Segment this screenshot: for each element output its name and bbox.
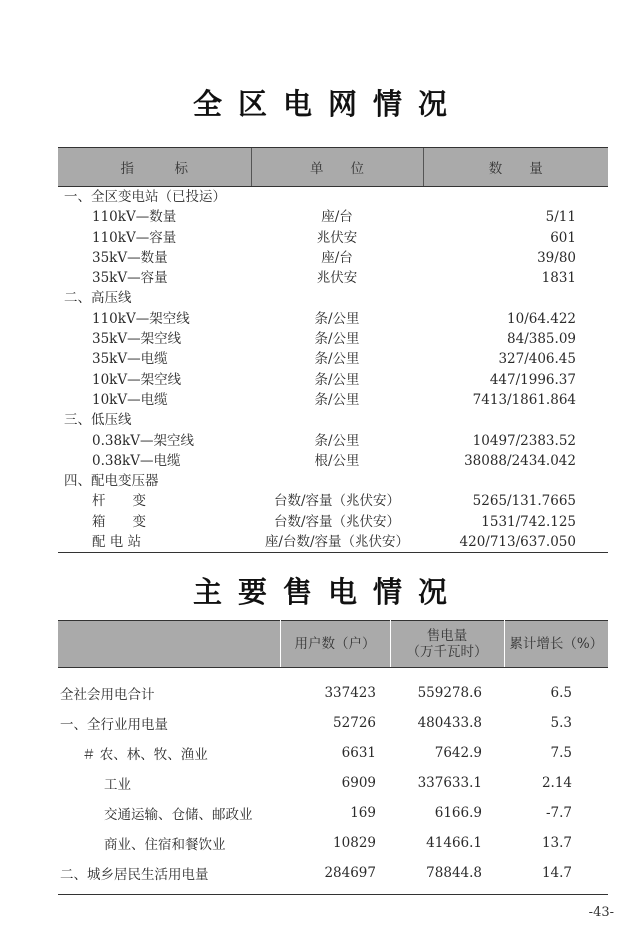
grid-row-name: 0.38kV—架空线 — [92, 432, 194, 449]
sales-row-name: 工业 — [104, 777, 131, 793]
header-quantity: 数 量 — [423, 148, 608, 187]
sales-row — [58, 708, 608, 738]
grid-row-value: 447/1996.37 — [489, 371, 576, 388]
grid-row — [58, 431, 608, 451]
grid-row-name: 三、低压线 — [64, 412, 132, 429]
header-power — [390, 621, 504, 668]
grid-table-header — [58, 148, 608, 187]
grid-row — [58, 451, 608, 471]
grid-row-value — [423, 410, 608, 430]
grid-row — [58, 207, 608, 227]
sales-row-growth: -7.7 — [545, 805, 572, 821]
sales-row-users: 52726 — [333, 715, 376, 731]
header-blank — [58, 621, 280, 668]
grid-row-unit: 座/台数/容量（兆伏安） — [264, 534, 410, 551]
grid-row-value: 5265/131.7665 — [472, 493, 576, 510]
grid-row-value — [423, 187, 608, 208]
grid-row-name: 35kV—架空线 — [92, 331, 182, 348]
grid-row-name: 一、全区变电站（已投运） — [64, 189, 226, 205]
grid-row — [58, 309, 608, 329]
grid-row-unit: 台数/容量（兆伏安） — [273, 493, 401, 510]
grid-row-name: 35kV—电缆 — [92, 351, 168, 368]
grid-row — [58, 248, 608, 268]
sales-row-power: 7642.9 — [434, 745, 482, 761]
sales-row-users: 6631 — [341, 745, 376, 761]
sales-row-power: 41466.1 — [426, 835, 482, 851]
grid-row-unit: 条/公里 — [314, 371, 360, 388]
grid-row-unit: 条/公里 — [314, 310, 360, 327]
grid-row-name: 杆 变 — [92, 493, 146, 510]
grid-row — [58, 329, 608, 349]
header-indicator: 指 标 — [58, 148, 251, 187]
sales-row-growth: 7.5 — [550, 745, 572, 761]
sales-row-power: 559278.6 — [417, 685, 482, 701]
grid-row-value: 420/713/637.050 — [459, 534, 576, 551]
grid-row-value: 39/80 — [537, 249, 576, 266]
grid-row — [58, 228, 608, 248]
sales-row — [58, 738, 608, 768]
grid-row — [58, 349, 608, 369]
grid-row-unit — [251, 410, 423, 430]
grid-row-value: 327/406.45 — [498, 351, 576, 368]
grid-row — [58, 187, 608, 208]
sales-table-header — [58, 621, 608, 668]
grid-row-unit — [251, 187, 423, 208]
sales-row-name: 全社会用电合计 — [60, 687, 155, 703]
header-users: 用户数（户） — [280, 621, 390, 668]
sales-row-name: 商业、住宿和餐饮业 — [104, 837, 226, 853]
sales-row-growth: 6.5 — [550, 685, 572, 701]
grid-row-name: 110kV—容量 — [92, 229, 177, 246]
sales-row — [58, 798, 608, 828]
sales-row-users: 169 — [350, 805, 376, 821]
grid-row-value: 1531/742.125 — [481, 513, 576, 530]
grid-row-unit: 条/公里 — [314, 432, 360, 449]
header-unit: 单 位 — [251, 148, 423, 187]
grid-row-unit: 座/台 — [321, 209, 353, 226]
grid-row-unit — [251, 288, 423, 308]
sales-row-power: 337633.1 — [417, 775, 482, 791]
sales-section-title: 主要售电情况 — [192, 575, 463, 609]
sales-row-growth: 5.3 — [550, 715, 572, 731]
grid-row-value: 601 — [550, 229, 576, 246]
grid-row — [58, 268, 608, 288]
grid-row-name: 配 电 站 — [92, 534, 142, 551]
grid-row-value: 38088/2434.042 — [464, 452, 576, 469]
grid-row-unit: 台数/容量（兆伏安） — [273, 513, 401, 530]
grid-section-title: 全区电网情况 — [192, 87, 463, 121]
sales-row — [58, 828, 608, 858]
grid-row — [58, 532, 608, 553]
sales-row-users: 337423 — [324, 685, 376, 701]
grid-row-unit: 座/台 — [321, 249, 353, 266]
grid-row-value: 1831 — [541, 270, 576, 287]
sales-row-name: 一、全行业用电量 — [60, 717, 168, 733]
grid-row-name: 35kV—容量 — [92, 270, 168, 287]
grid-row-value: 84/385.09 — [507, 331, 576, 348]
sales-row-growth: 14.7 — [541, 865, 572, 881]
grid-row-unit: 条/公里 — [314, 391, 360, 408]
grid-row-value — [423, 288, 608, 308]
grid-row-unit: 条/公里 — [314, 351, 360, 368]
grid-row-value: 5/11 — [545, 209, 576, 226]
sales-row-growth: 2.14 — [541, 775, 572, 791]
grid-row-name: 10kV—架空线 — [92, 371, 182, 388]
sales-row — [58, 858, 608, 895]
grid-row-name: 110kV—架空线 — [92, 310, 190, 327]
sales-row-growth: 13.7 — [541, 835, 572, 851]
grid-row-name: 0.38kV—电缆 — [92, 452, 181, 469]
grid-row-value: 10497/2383.52 — [472, 432, 576, 449]
grid-row — [58, 491, 608, 511]
header-growth: 累计增长（%） — [504, 621, 608, 668]
grid-row — [58, 410, 608, 430]
sales-row-name: 交通运输、仓储、邮政业 — [104, 807, 253, 823]
sales-row-power: 6166.9 — [434, 805, 482, 821]
grid-row-unit: 条/公里 — [314, 331, 360, 348]
sales-row-name: ＃ 农、林、牧、渔业 — [82, 747, 208, 763]
grid-row-name: 10kV—电缆 — [92, 391, 168, 408]
sales-row — [58, 668, 608, 709]
grid-row-name: 35kV—数量 — [92, 249, 168, 266]
grid-row — [58, 512, 608, 532]
sales-table — [58, 620, 608, 895]
grid-row-name: 110kV—数量 — [92, 209, 177, 226]
header-power-line2: （万千瓦时） — [406, 644, 488, 660]
grid-row-name: 箱 变 — [92, 513, 146, 530]
header-power-line1: 售电量 — [426, 628, 468, 644]
grid-table — [58, 147, 608, 553]
page-number: -43- — [588, 905, 614, 920]
grid-row-name: 二、高压线 — [64, 290, 132, 307]
grid-row-value: 7413/1861.864 — [472, 391, 576, 408]
sales-row-power: 480433.8 — [417, 715, 482, 731]
grid-row-unit: 兆伏安 — [316, 229, 358, 246]
grid-row — [58, 390, 608, 410]
sales-row-users: 10829 — [333, 835, 376, 851]
grid-row-unit: 根/公里 — [314, 452, 360, 469]
sales-row-name: 二、城乡居民生活用电量 — [60, 867, 209, 883]
grid-row — [58, 288, 608, 308]
sales-row-users: 284697 — [324, 865, 376, 881]
grid-row — [58, 370, 608, 390]
grid-row-unit — [251, 471, 423, 491]
sales-row-users: 6909 — [341, 775, 376, 791]
grid-row — [58, 471, 608, 491]
grid-row-value: 10/64.422 — [507, 310, 576, 327]
grid-row-name: 四、配电变压器 — [64, 473, 159, 490]
grid-row-unit: 兆伏安 — [316, 270, 358, 287]
sales-row-power: 78844.8 — [426, 865, 482, 881]
sales-row — [58, 768, 608, 798]
grid-row-value — [423, 471, 608, 491]
